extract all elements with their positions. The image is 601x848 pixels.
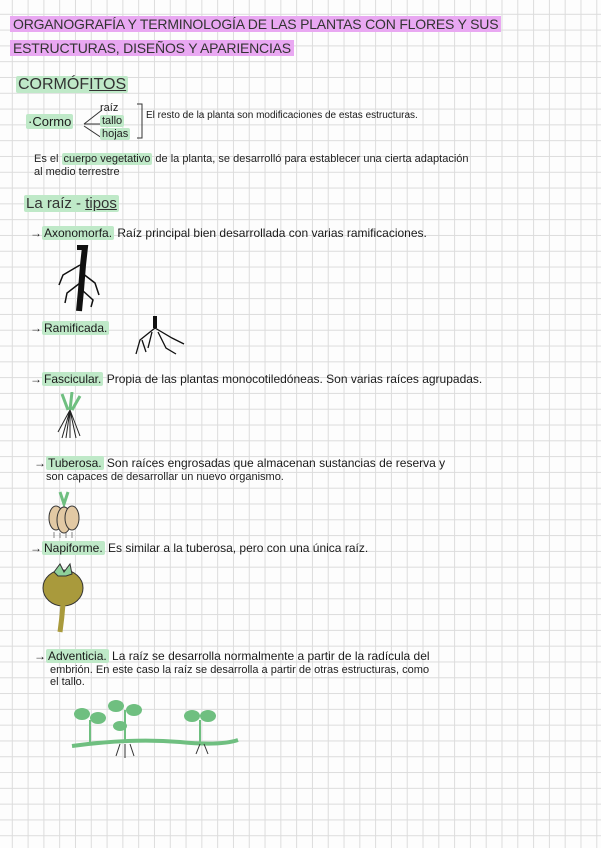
desc-highlight: cuerpo vegetativo — [63, 153, 151, 165]
type-text: La raíz se desarrolla normalmente a partir de la radícula del — [108, 649, 430, 663]
root-type-axonomorfa — [30, 226, 597, 240]
section-heading-raiz — [24, 195, 119, 212]
napiforme-turnip-drawing — [40, 562, 90, 634]
root-type-adventicia — [34, 649, 597, 663]
part-text: raíz — [100, 102, 119, 114]
title-text: ORGANOGRAFÍA Y TERMINOLOGÍA DE LAS PLANTAS CON FLORES Y SUS — [10, 16, 501, 32]
arrow-icon: → — [34, 649, 46, 663]
arrow-icon: → — [30, 372, 42, 386]
section-heading-cormofitos — [16, 76, 128, 94]
adventicia-text-2: embrión. En este caso la raíz se desarrolla a partir de otras estructuras, como — [50, 664, 430, 676]
root-type-ramificada — [30, 321, 109, 335]
root-type-tuberosa — [34, 456, 597, 470]
part-text: hojas — [102, 128, 129, 140]
title-text: ESTRUCTURAS, DISEÑOS Y APARIENCIAS — [10, 40, 294, 56]
tuberosa-root-drawing — [44, 490, 84, 540]
parts-note: El resto de la planta son modificaciones de estas estructuras. — [146, 110, 418, 121]
part-raiz — [100, 102, 118, 114]
cormo-description — [34, 153, 597, 165]
arrow-icon: → — [30, 226, 42, 240]
type-name: Adventicia. — [48, 649, 107, 663]
cormo-label — [26, 114, 73, 129]
part-hojas — [100, 128, 130, 140]
type-text: Propia de las plantas monocotiledóneas. Son varias raíces agrupadas. — [103, 372, 483, 386]
type-name: Fascicular. — [44, 372, 102, 386]
root-type-fascicular — [30, 372, 597, 386]
desc-text: de la planta, se desarrolló para establecer una cierta adaptación — [152, 153, 469, 165]
cormo-description-2: al medio terrestre — [34, 166, 120, 178]
heading-part: ITOS — [89, 76, 127, 93]
arrow-icon: → — [30, 541, 42, 555]
part-text: tallo — [102, 115, 123, 127]
fascicular-root-drawing — [50, 392, 90, 442]
adventicia-text-3: el tallo. — [50, 676, 85, 688]
bracket — [136, 102, 146, 142]
adventicia-plant-drawing — [70, 700, 240, 760]
cormo-text: ·Cormo — [28, 114, 72, 129]
page-title-line1 — [10, 16, 501, 32]
tuberosa-text-2: son capaces de desarrollar un nuevo organismo. — [46, 471, 284, 483]
arrow-icon: → — [34, 456, 46, 470]
axonomorfa-root-drawing — [55, 245, 105, 315]
ramificada-root-drawing — [132, 314, 192, 359]
root-type-napiforme — [30, 541, 597, 555]
type-name: Napiforme. — [44, 541, 103, 555]
type-text: Son raíces engrosadas que almacenan sustancias de reserva y — [103, 456, 446, 470]
part-tallo — [100, 115, 124, 127]
type-text: Es similar a la tuberosa, pero con una única raíz. — [104, 541, 369, 555]
desc-text: Es el — [34, 153, 62, 165]
heading-part: CORMÓF — [18, 76, 90, 93]
heading-part: tipos — [85, 195, 117, 212]
type-name: Ramificada. — [44, 321, 108, 335]
type-name: Axonomorfa. — [44, 226, 113, 240]
arrow-icon: → — [30, 321, 42, 335]
type-name: Tuberosa. — [48, 456, 102, 470]
heading-part: La raíz - — [26, 195, 86, 212]
page-title-line2 — [10, 40, 294, 56]
type-text: Raíz principal bien desarrollada con varias ramificaciones. — [114, 226, 427, 240]
